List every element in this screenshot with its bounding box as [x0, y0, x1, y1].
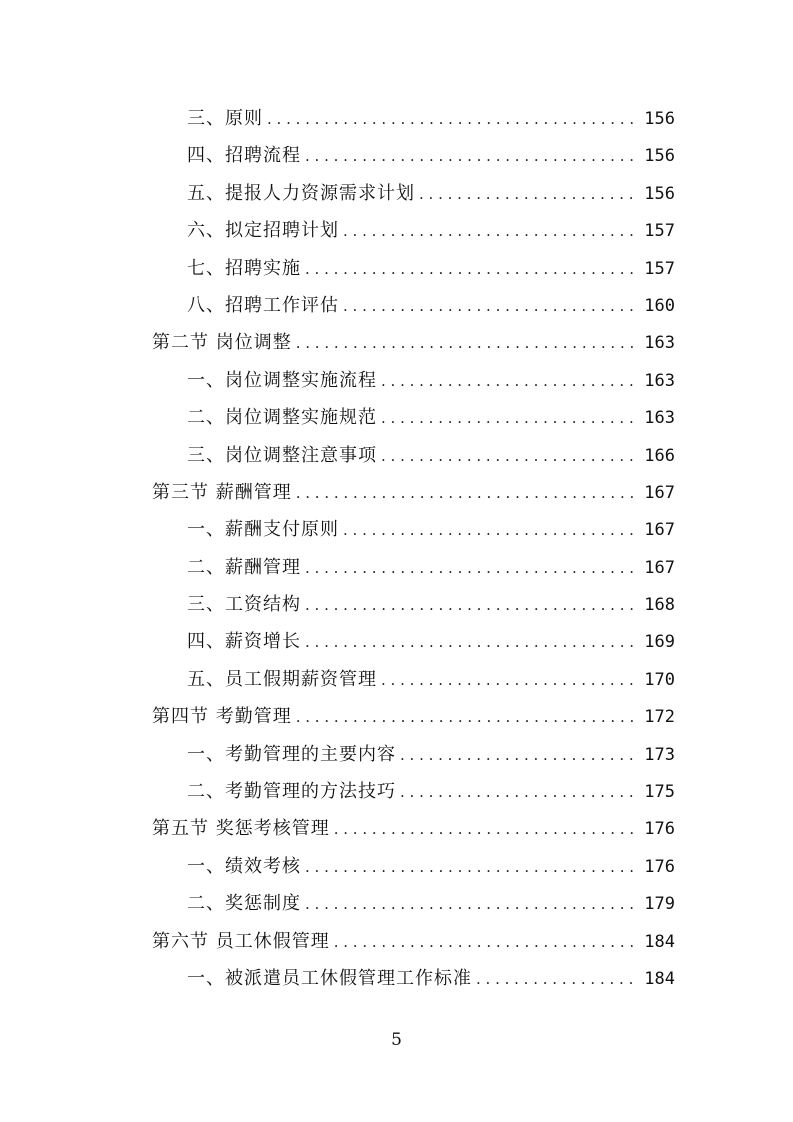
toc-entry-title: 四、招聘流程 [187, 145, 301, 167]
toc-entry-page-number: 156 [644, 183, 675, 204]
toc-subsection-entry[interactable] [152, 885, 675, 922]
toc-entry-page-number: 172 [644, 707, 675, 728]
toc-entry-title: 一、绩效考核 [187, 855, 301, 877]
toc-dot-leader [296, 699, 639, 736]
toc-entry-title: 五、员工假期薪资管理 [187, 668, 377, 690]
toc-entry-page-number: 184 [644, 931, 675, 952]
toc-entry-page-number: 160 [644, 295, 675, 316]
toc-subsection-entry[interactable] [152, 736, 675, 773]
toc-entry-title: 二、薪酬管理 [187, 556, 301, 578]
toc-dot-leader [296, 475, 639, 512]
toc-entry-page-number: 170 [644, 669, 675, 690]
toc-subsection-entry[interactable] [152, 137, 675, 174]
toc-subsection-entry[interactable] [152, 661, 675, 698]
toc-subsection-entry[interactable] [152, 399, 675, 436]
toc-entry-title: 第四节 考勤管理 [152, 706, 292, 728]
toc-entry-page-number: 173 [644, 744, 675, 765]
toc-entry-title: 四、薪资增长 [187, 631, 301, 653]
toc-entry-title: 二、岗位调整实施规范 [187, 407, 377, 429]
toc-dot-leader [343, 512, 638, 549]
toc-entry-title: 第二节 岗位调整 [152, 332, 292, 354]
toc-entry-title: 八、招聘工作评估 [187, 294, 339, 316]
toc-subsection-entry[interactable] [152, 100, 675, 137]
toc-entry-page-number: 175 [644, 782, 675, 803]
toc-subsection-entry[interactable] [152, 960, 675, 997]
toc-dot-leader [305, 886, 638, 923]
toc-entry-page-number: 163 [644, 370, 675, 391]
toc-entry-title: 第三节 薪酬管理 [152, 481, 292, 503]
toc-dot-leader [334, 811, 639, 848]
toc-entry-page-number: 167 [644, 520, 675, 541]
toc-entry-title: 七、招聘实施 [187, 257, 301, 279]
toc-dot-leader [305, 849, 638, 886]
toc-entry-page-number: 176 [644, 819, 675, 840]
toc-dot-leader [305, 138, 638, 175]
toc-dot-leader [296, 325, 639, 362]
toc-dot-leader [305, 587, 638, 624]
toc-subsection-entry[interactable] [152, 362, 675, 399]
toc-subsection-entry[interactable] [152, 175, 675, 212]
toc-entry-page-number: 163 [644, 408, 675, 429]
toc-entry-page-number: 166 [644, 445, 675, 466]
toc-section-entry[interactable] [152, 698, 675, 735]
toc-entry-title: 第五节 奖惩考核管理 [152, 818, 330, 840]
toc-entry-title: 二、奖惩制度 [187, 893, 301, 915]
toc-entry-title: 三、工资结构 [187, 594, 301, 616]
toc-entry-page-number: 169 [644, 632, 675, 653]
toc-subsection-entry[interactable] [152, 586, 675, 623]
toc-subsection-entry[interactable] [152, 250, 675, 287]
toc-subsection-entry[interactable] [152, 511, 675, 548]
toc-entry-title: 三、岗位调整注意事项 [187, 444, 377, 466]
toc-dot-leader [334, 924, 639, 961]
toc-dot-leader [419, 176, 638, 213]
toc-entry-title: 三、原则 [187, 108, 263, 129]
toc-entry-page-number: 156 [644, 146, 675, 167]
toc-dot-leader [305, 550, 638, 587]
toc-entry-page-number: 168 [644, 595, 675, 616]
toc-subsection-entry[interactable] [152, 212, 675, 249]
toc-entry-page-number: 163 [644, 333, 675, 354]
toc-dot-leader [476, 961, 638, 998]
toc-entry-page-number: 184 [644, 968, 675, 989]
toc-entry-title: 二、考勤管理的方法技巧 [187, 781, 396, 803]
toc-dot-leader [400, 774, 638, 811]
toc-dot-leader [381, 363, 638, 400]
toc-dot-leader [267, 101, 638, 138]
toc-entry-page-number: 157 [644, 221, 675, 242]
toc-entry-page-number: 167 [644, 557, 675, 578]
toc-dot-leader [343, 288, 638, 325]
toc-entry-page-number: 157 [644, 258, 675, 279]
toc-subsection-entry[interactable] [152, 848, 675, 885]
toc-entry-title: 五、提报人力资源需求计划 [187, 182, 415, 204]
toc-section-entry[interactable] [152, 474, 675, 511]
toc-section-entry[interactable] [152, 810, 675, 847]
toc-dot-leader [305, 624, 638, 661]
toc-entry-title: 一、考勤管理的主要内容 [187, 743, 396, 765]
toc-entry-page-number: 156 [644, 109, 675, 129]
toc-entry-title: 一、被派遣员工休假管理工作标准 [187, 967, 472, 989]
toc-entry-title: 六、拟定招聘计划 [187, 220, 339, 242]
toc-section-entry[interactable] [152, 923, 675, 960]
page-number: 5 [391, 1030, 402, 1050]
toc-subsection-entry[interactable] [152, 623, 675, 660]
toc-dot-leader [305, 251, 638, 288]
toc-entry-title: 一、岗位调整实施流程 [187, 369, 377, 391]
toc-dot-leader [343, 213, 638, 250]
toc-subsection-entry[interactable] [152, 437, 675, 474]
toc-dot-leader [381, 438, 638, 475]
toc-entry-page-number: 179 [644, 894, 675, 915]
toc-dot-leader [381, 400, 638, 437]
toc-entry-page-number: 167 [644, 482, 675, 503]
toc-section-entry[interactable] [152, 324, 675, 361]
toc-subsection-entry[interactable] [152, 549, 675, 586]
toc-entry-title: 一、薪酬支付原则 [187, 519, 339, 541]
toc-dot-leader [381, 662, 638, 699]
toc-subsection-entry[interactable] [152, 287, 675, 324]
table-of-contents [152, 100, 675, 997]
toc-dot-leader [400, 737, 638, 774]
toc-entry-title: 第六节 员工休假管理 [152, 930, 330, 952]
toc-entry-page-number: 176 [644, 856, 675, 877]
toc-subsection-entry[interactable] [152, 773, 675, 810]
